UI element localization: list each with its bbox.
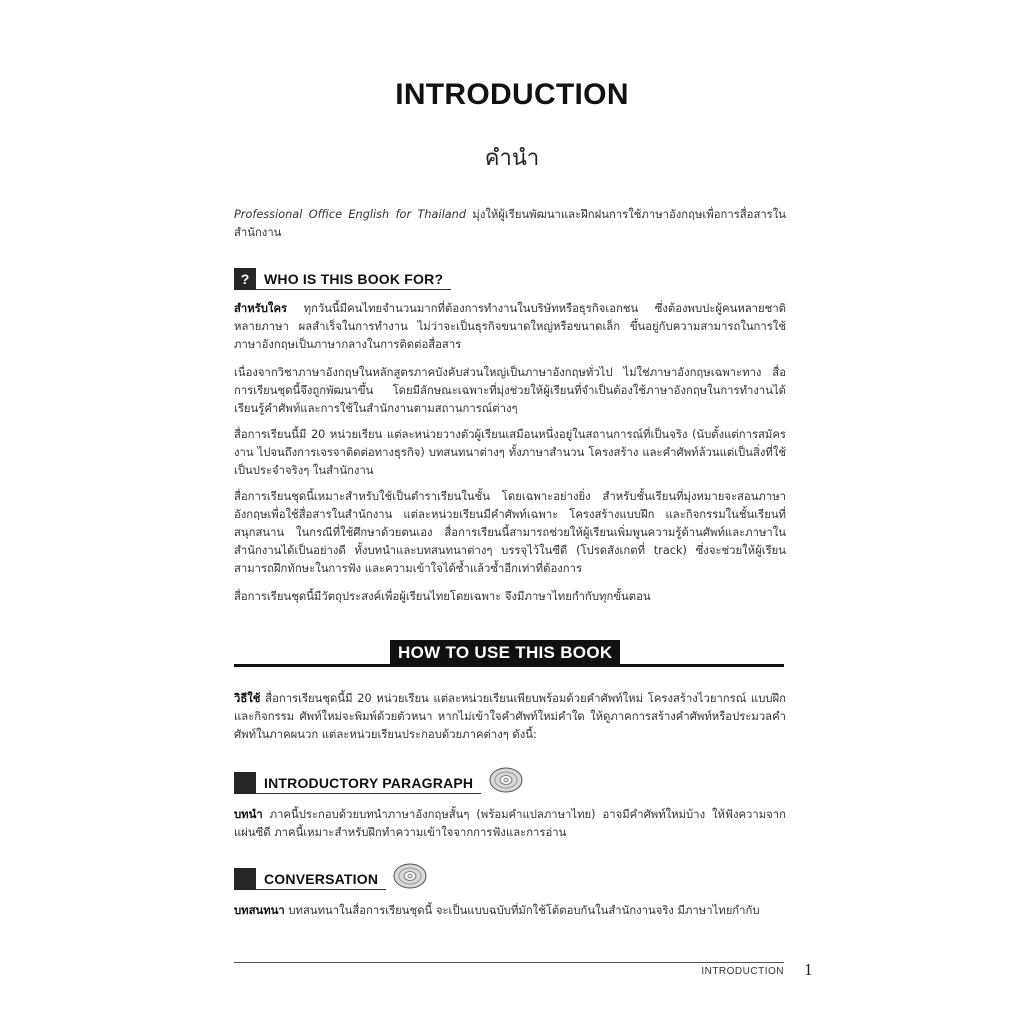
- introductory-text: ภาคนี้ประกอบด้วยบทนำภาษาอังกฤษสั้นๆ (พร้อมคำแปลภาษาไทย) อาจมีคำศัพท์ใหม่บ้าง ให้ฟังความจากแผ่นซีดี ภาคนี้เหมาะสำหรับฝึกทำความเข้าใจจากการฟังและการอ่าน: [234, 808, 786, 839]
- who-paragraph-1: [234, 300, 786, 354]
- intro-paragraph: [234, 206, 786, 242]
- page-subtitle: คำนำ: [484, 146, 540, 171]
- introductory-paragraph-header: [234, 772, 481, 794]
- conversation-lead: บทสนทนา: [234, 904, 285, 917]
- who-paragraph-1-text: ทุกวันนี้มีคนไทยจำนวนมากที่ต้องการทำงานในบริษัทหรือธุรกิจเอกชน ซึ่งต้องพบปะผู้คนหลายชาติหลายภาษา ผลสำเร็จในการทำงาน ไม่ว่าจะเป็นธุรกิจขนาดใหญ่หรือขนาดเล็ก ขึ้นอยู่กับความสามารถในการใช้ภาษาอังกฤษเป็นภาษากลางในการติดต่อสื่อสาร: [234, 302, 786, 351]
- section-marker-icon: [234, 772, 256, 794]
- who-lead: สำหรับใคร: [234, 302, 288, 315]
- intro-text: มุ่งให้ผู้เรียนพัฒนาและฝึกฝนการใช้ภาษาอังกฤษเพื่อการสื่อสารในสำนักงาน: [234, 208, 786, 239]
- footer-rule: [234, 962, 784, 963]
- who-paragraph-2: เนื่องจากวิชาภาษาอังกฤษในหลักสูตรภาคบังคับส่วนใหญ่เป็นภาษาอังกฤษทั่วไป ไม่ใช่ภาษาอังกฤษเฉพาะทาง สื่อการเรียนชุดนี้จึงถูกพัฒนาขึ้น โดยมีลักษณะเฉพาะที่มุ่งช่วยให้ผู้เรียนที่จำเป็นต้องใช้ภาษาอังกฤษในการทำงานได้เรียนรู้คำศัพท์และการใช้ในสำนักงานตามสถานการณ์ต่างๆ: [234, 366, 786, 415]
- page-title: INTRODUCTION: [395, 78, 629, 111]
- footer-label: INTRODUCTION: [701, 966, 784, 977]
- conversation-body: บทสนทนาในสื่อการเรียนชุดนี้ จะเป็นแบบฉบับที่มักใช้โต้ตอบกันในสำนักงานจริง มีภาษาไทยกำกับ: [284, 904, 760, 917]
- section-marker-icon: [234, 868, 256, 890]
- cd-disc-icon: [488, 766, 524, 794]
- how-paragraph-text: สื่อการเรียนชุดนี้มี 20 หน่วยเรียน แต่ละหน่วยเรียนเพียบพร้อมด้วยคำศัพท์ใหม่ โครงสร้างไวยากรณ์ แบบฝึกและกิจกรรม ศัพท์ใหม่จะพิมพ์ด้วยตัวหนา หากไม่เข้าใจคำศัพท์ใหม่คำใด ให้ดูภาคการสร้างคำศัพท์หรือประมวลคำศัพท์ในภาคผนวก แต่ละหน่วยเรียนประกอบด้วยภาคต่างๆ ดังนี้:: [234, 692, 786, 741]
- page-number: 1: [804, 960, 813, 979]
- how-paragraph: [234, 690, 786, 744]
- introductory-paragraph-heading: INTRODUCTORY PARAGRAPH: [256, 772, 481, 794]
- who-paragraph-3: สื่อการเรียนนี้มี 20 หน่วยเรียน แต่ละหน่วยวางตัวผู้เรียนเสมือนหนึ่งอยู่ในสถานการณ์ที่เป็นจริง (นับตั้งแต่การสมัครงาน ไปจนถึงการเจรจาติดต่อทางธุรกิจ) บทสนทนาต่างๆ ทั้งภาษาสำนวน โครงสร้าง และคำศัพท์ล้วนแต่เป็นสิ่งที่ใช้เป็นประจำจริงๆ ในสำนักงาน: [234, 428, 786, 477]
- conversation-header: [234, 868, 386, 890]
- how-lead: วิธีใช้: [234, 692, 261, 705]
- how-section-heading: HOW TO USE THIS BOOK: [390, 640, 620, 666]
- introductory-lead: บทนำ: [234, 808, 263, 821]
- cd-disc-icon: [392, 862, 428, 890]
- who-paragraph-5: สื่อการเรียนชุดนี้มีวัตถุประสงค์เพื่อผู้เรียนไทยโดยเฉพาะ จึงมีภาษาไทยกำกับทุกขั้นตอน: [234, 590, 651, 603]
- book-title: Professional Office English for Thailand: [234, 208, 466, 221]
- who-section-heading: WHO IS THIS BOOK FOR?: [256, 268, 451, 290]
- question-box-icon: ?: [234, 268, 256, 290]
- conversation-text: [234, 902, 786, 920]
- who-section-header: [234, 268, 451, 290]
- introductory-paragraph-text: [234, 806, 786, 842]
- conversation-heading: CONVERSATION: [256, 868, 386, 890]
- who-paragraph-4: สื่อการเรียนชุดนี้เหมาะสำหรับใช้เป็นตำราเรียนในชั้น โดยเฉพาะอย่างยิ่ง สำหรับชั้นเรียนที่มุ่งหมายจะสอนภาษาอังกฤษเพื่อใช้สื่อสารในสำนักงาน แต่ละหน่วยเรียนมีคำศัพท์เฉพาะ โครงสร้างแบบฝึก และกิจกรรมในชั้นเรียนที่สนุกสนาน ในกรณีที่ใช้ศึกษาด้วยตนเอง สื่อการเรียนนี้สามารถช่วยให้ผู้เรียนเพิ่มพูนความรู้ด้านศัพท์และภาษาในสำนักงานได้เป็นอย่างดี ทั้งบทนำและบทสนทนาต่างๆ บรรจุไว้ในซีดี (โปรดสังเกตที่ track) ซึ่งจะช่วยให้ผู้เรียนสามารถฝึกทักษะในการฟัง และความเข้าใจได้ซ้ำแล้วซ้ำอีกเท่าที่ต้องการ: [234, 490, 786, 575]
